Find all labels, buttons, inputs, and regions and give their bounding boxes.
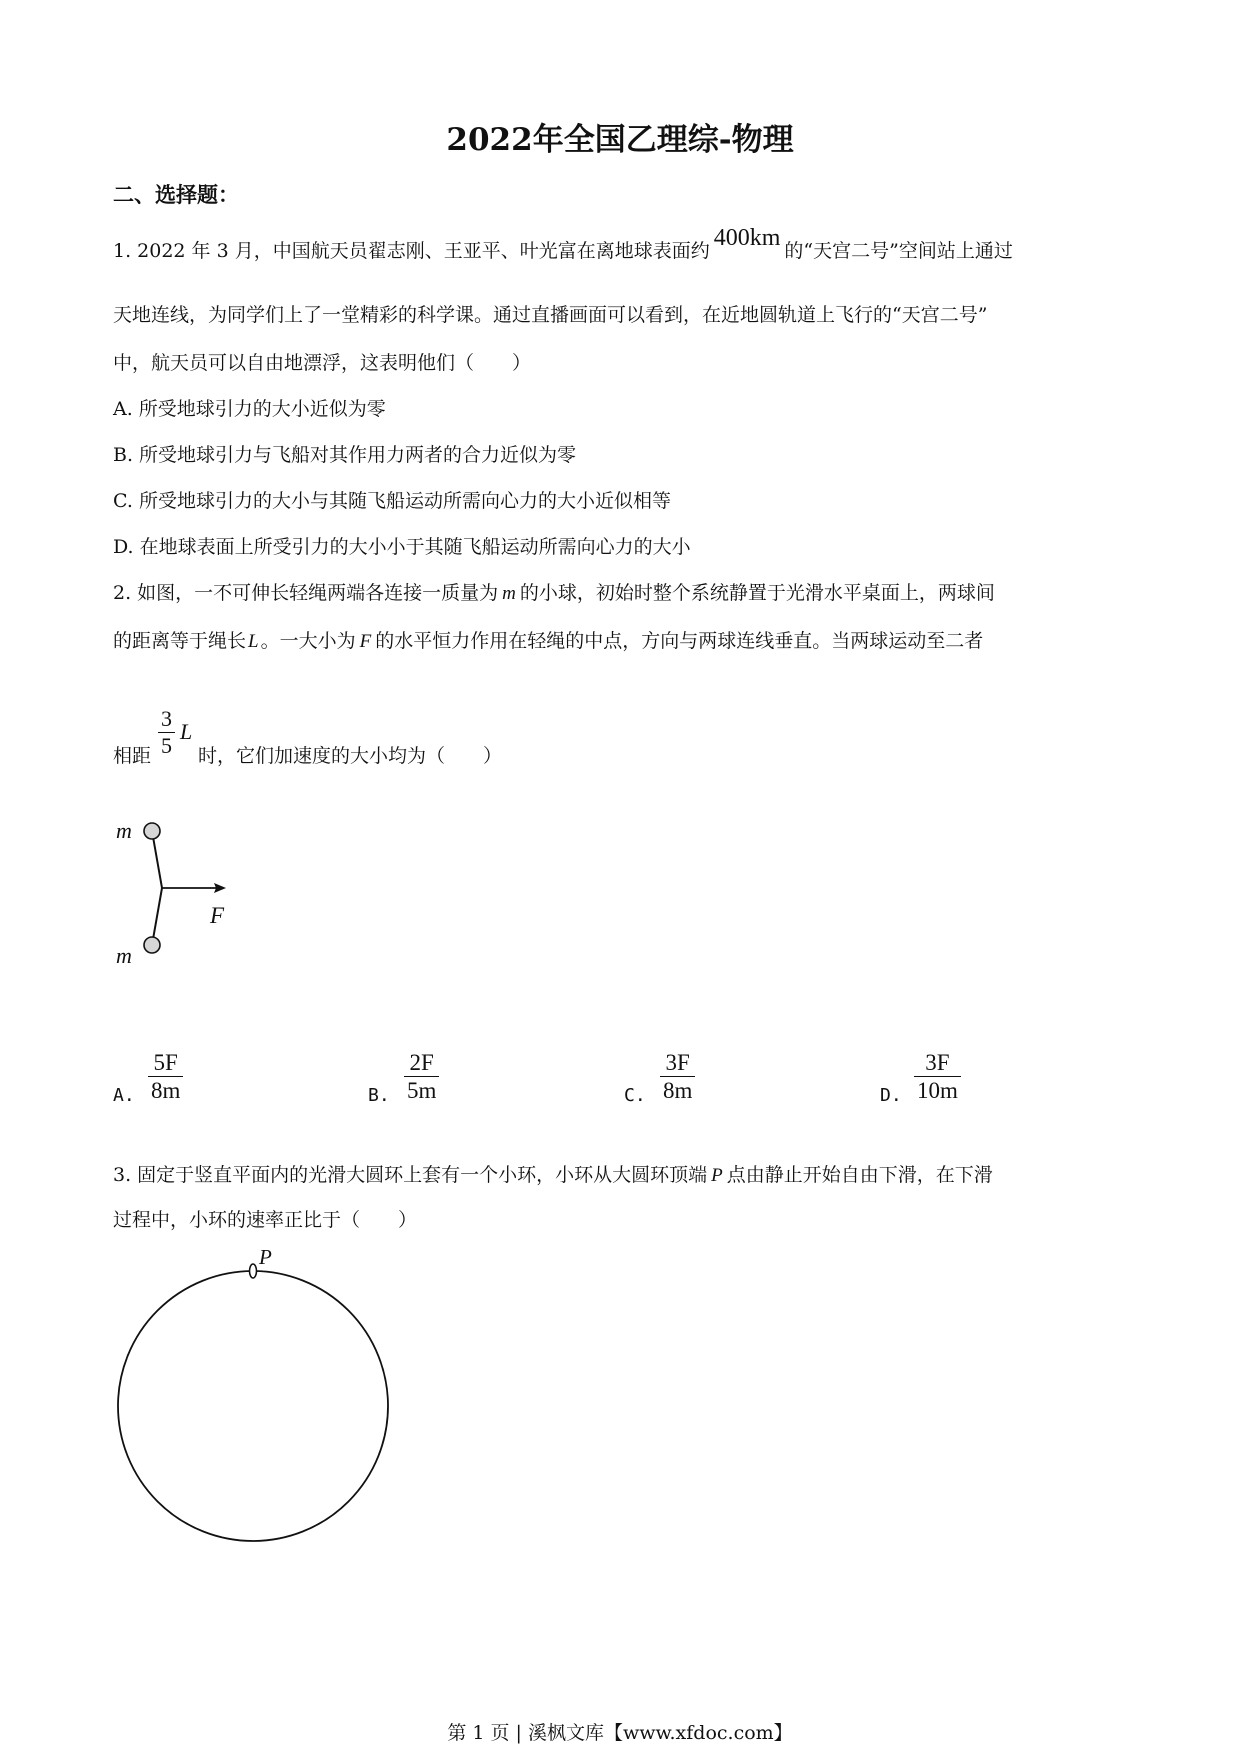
- q2-line-2: [113, 626, 983, 653]
- point-p-label: P: [259, 1245, 272, 1269]
- q1-line-1: [113, 225, 1013, 264]
- q1-option-a: A. 所受地球引力的大小近似为零: [113, 398, 386, 420]
- q1-stem-a: 1. 2022 年 3 月，中国航天员翟志刚、王亚平、叶光富在离地球表面约: [113, 240, 710, 262]
- q3-figure: [110, 1260, 410, 1560]
- page-footer: 第 1 页 | 溪枫文库【www.xfdoc.com】: [447, 1722, 793, 1744]
- q2-l1-mass: m: [502, 583, 516, 604]
- fraction-numerator: 3F: [925, 1050, 950, 1075]
- page-title: 2022年全国乙理综-物理: [446, 122, 794, 158]
- fraction-denominator: 8m: [151, 1078, 181, 1103]
- q2-option-c-label: C.: [624, 1085, 646, 1106]
- fraction-numerator: 3F: [665, 1050, 690, 1075]
- q2-option-b-label: B.: [368, 1085, 390, 1106]
- q1-stem-b: 的“天宫二号”空间站上通过: [784, 240, 1013, 262]
- q2-option-d-label: D.: [880, 1085, 902, 1106]
- q3-l1-b: 点由静止开始自由下滑，在下滑: [726, 1164, 993, 1186]
- q2-option-d-fraction: [914, 1049, 961, 1104]
- q1-altitude: 400km: [713, 225, 781, 251]
- q2-option-a-label: A.: [113, 1085, 135, 1106]
- bottom-mass-label: m: [116, 943, 132, 968]
- small-ring: [250, 1264, 257, 1278]
- q2-option-c-fraction: [660, 1049, 695, 1104]
- fraction-numerator: 5F: [153, 1050, 178, 1075]
- fraction-numerator: 3: [161, 706, 172, 731]
- section-heading: 二、选择题：: [113, 182, 239, 207]
- q2-line-1: [113, 578, 995, 605]
- q1-option-d: D. 在地球表面上所受引力的大小小于其随飞船运动所需向心力的大小: [113, 536, 691, 558]
- q2-l1-a: 2. 如图，一不可伸长轻绳两端各连接一质量为: [113, 582, 499, 604]
- q1-line-3: 中，航天员可以自由地漂浮，这表明他们（ ）: [113, 352, 532, 374]
- bottom-ball: [144, 937, 160, 953]
- force-label: F: [210, 903, 225, 928]
- q2-l2-force: F: [359, 631, 372, 652]
- q2-l2-length: L: [248, 631, 259, 652]
- fraction-denominator: 5: [161, 733, 172, 758]
- q2-option-a-fraction: [148, 1049, 183, 1104]
- q2-l3-a: 相距: [113, 745, 152, 767]
- q2-option-b-fraction: [404, 1049, 439, 1104]
- top-mass-label: m: [116, 818, 132, 843]
- fraction-denominator: 10m: [917, 1078, 958, 1103]
- q3-line-2: 过程中，小环的速率正比于（ ）: [113, 1209, 418, 1231]
- q3-l1-a: 3. 固定于竖直平面内的光滑大圆环上套有一个小环，小环从大圆环顶端: [113, 1164, 708, 1186]
- q2-l1-b: 的小球，初始时整个系统静置于光滑水平桌面上，两球间: [519, 582, 995, 604]
- top-ball: [144, 823, 160, 839]
- q2-l3-b: 时，它们加速度的大小均为（ ）: [198, 745, 503, 767]
- q1-option-c: C. 所受地球引力的大小与其随飞船运动所需向心力的大小近似相等: [113, 490, 671, 512]
- q2-l2-b: 。一大小为: [260, 630, 356, 652]
- fraction-numerator: 2F: [409, 1050, 434, 1075]
- q2-fraction-length: L: [180, 719, 193, 744]
- q3-line-1: [113, 1160, 993, 1187]
- q1-line-2: 天地连线，为同学们上了一堂精彩的科学课。通过直播画面可以看到，在近地圆轨道上飞行的“天宫二号”: [113, 304, 988, 326]
- q2-distance-fraction: [158, 706, 175, 759]
- fraction-denominator: 5m: [407, 1078, 437, 1103]
- q2-l2-a: 的距离等于绳长: [113, 630, 247, 652]
- q2-l2-c: 的水平恒力作用在轻绳的中点，方向与两球连线垂直。当两球运动至二者: [375, 630, 984, 652]
- fraction-denominator: 8m: [663, 1078, 693, 1103]
- large-ring: [118, 1271, 388, 1541]
- q3-l1-point: P: [711, 1165, 723, 1186]
- q1-option-b: B. 所受地球引力与飞船对其作用力两者的合力近似为零: [113, 444, 577, 466]
